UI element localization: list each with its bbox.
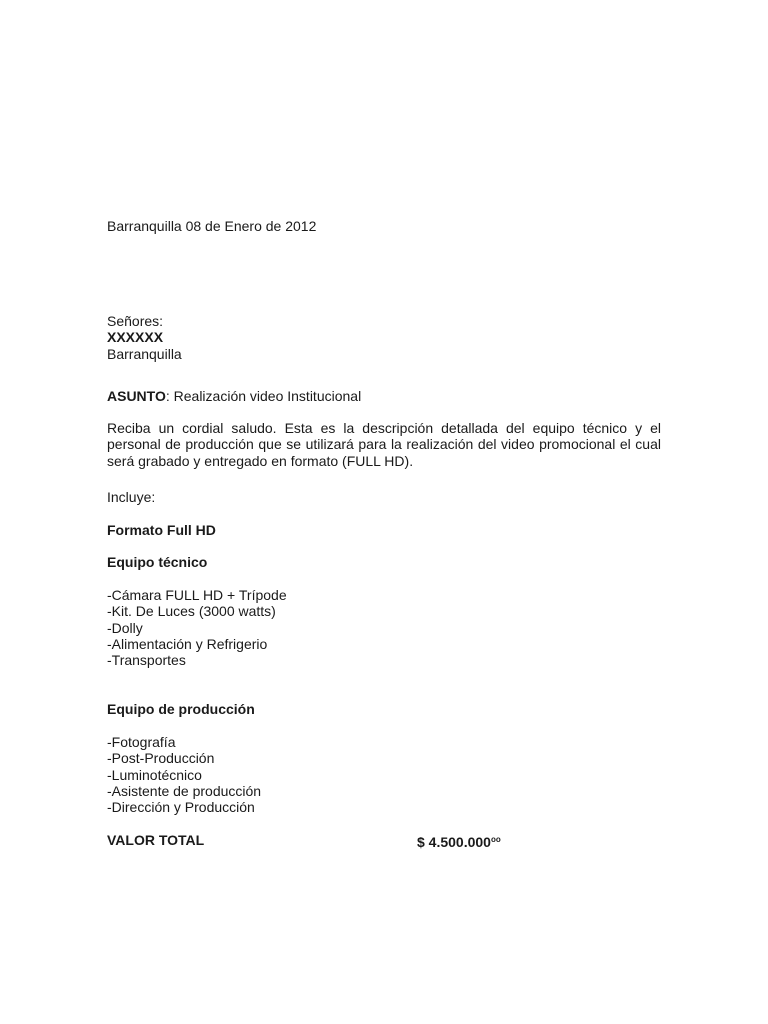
total-amount [417,832,501,850]
total-amount-value: $ 4.500.000 [417,834,491,850]
subject-text: Realización video Institucional [169,388,362,404]
technical-equipment-heading: Equipo técnico [107,554,208,570]
list-item: -Dirección y Producción [107,799,255,816]
subject-line [107,388,661,404]
recipient-city: Barranquilla [107,345,182,362]
total-label: VALOR TOTAL [107,832,205,848]
list-item: -Fotografía [107,734,176,750]
total-row [107,832,661,850]
recipient-salutation: Señores: [107,313,164,329]
list-item: -Dolly [107,619,143,636]
list-item: -Post-Producción [107,750,215,767]
subject-separator: : [165,388,170,404]
list-item: -Transportes [107,652,186,669]
technical-equipment-list [107,587,661,668]
list-item: -Alimentación y Refrigerio [107,635,268,652]
format-heading: Formato Full HD [107,522,216,538]
includes-label: Incluye: [107,489,156,505]
production-team-heading: Equipo de producción [107,701,255,717]
recipient-block [107,313,661,362]
list-item: -Luminotécnico [107,766,202,783]
total-amount-superscript: oo [490,835,501,844]
list-item: -Asistente de producción [107,782,262,799]
intro-paragraph: Reciba un cordial saludo. Esta es la descripción detallada del equipo técnico y el personal de producción que se utilizará para la realización del video promocional el cual será grabado y entregado en formato (FULL HD). [107,420,661,469]
date-line: Barranquilla 08 de Enero de 2012 [107,218,317,234]
production-team-list [107,734,661,815]
subject-label: ASUNTO [107,388,166,404]
list-item: -Kit. De Luces (3000 watts) [107,603,276,620]
list-item: -Cámara FULL HD + Trípode [107,587,287,603]
recipient-name: XXXXXX [107,329,164,346]
